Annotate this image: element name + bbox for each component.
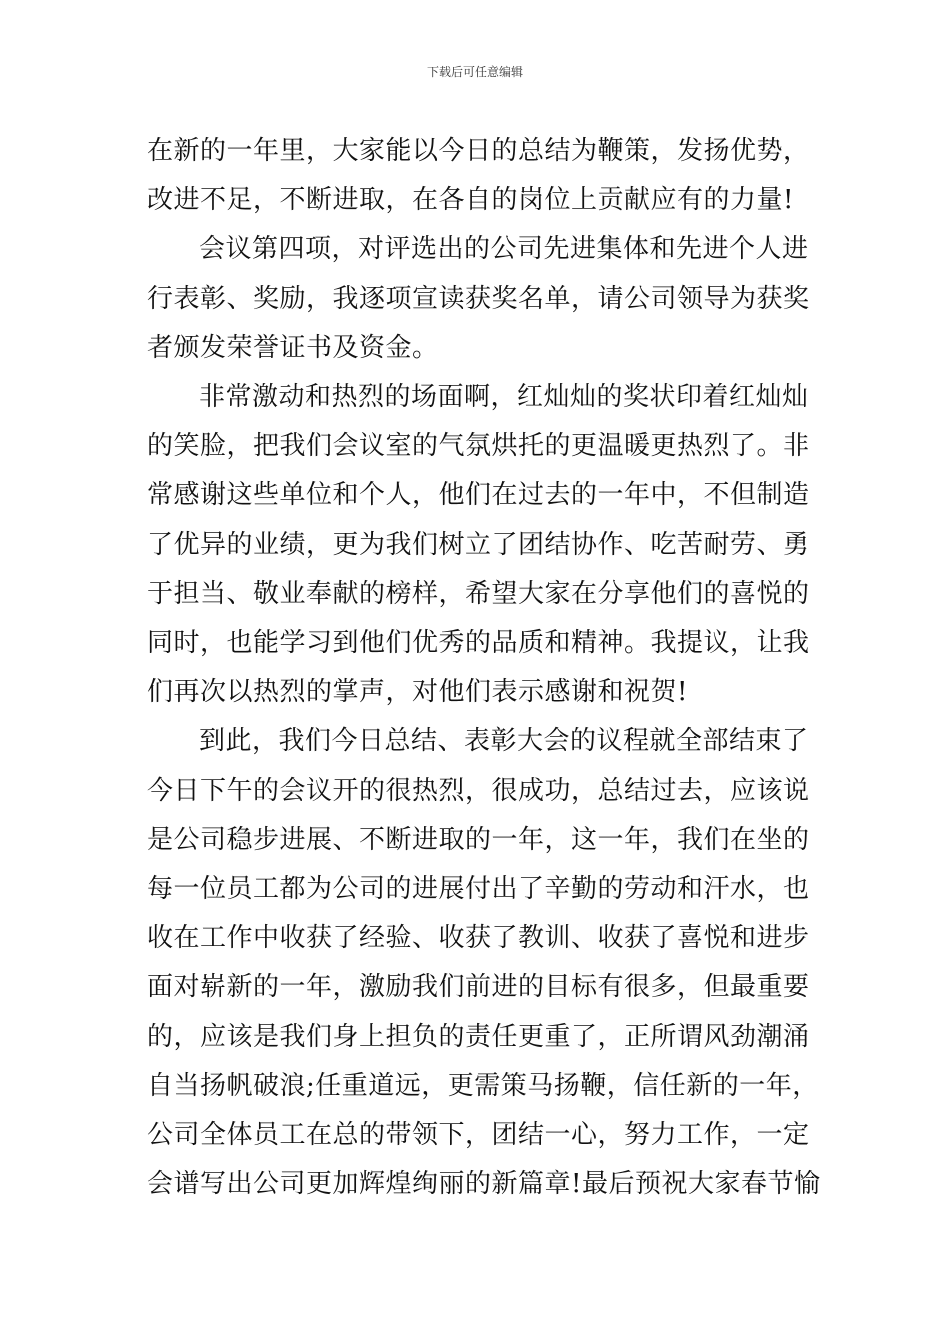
- text-line: 同时，也能学习到他们优秀的品质和精神。我提议，让我: [147, 628, 810, 659]
- paragraph-1: [147, 127, 810, 225]
- text-line: 非常激动和热烈的场面啊，红灿灿的奖状印着红灿灿: [199, 382, 809, 413]
- text-line: 是公司稳步进展、不断进取的一年，这一年，我们在坐的: [147, 824, 810, 855]
- paragraph-2: [147, 225, 810, 373]
- text-line: 的笑脸，把我们会议室的气氛烘托的更温暖更热烈了。非: [147, 431, 810, 462]
- text-line: 改进不足，不断进取，在各自的岗位上贡献应有的力量!: [147, 185, 794, 216]
- text-line: 们再次以热烈的掌声，对他们表示感谢和祝贺!: [147, 677, 688, 708]
- text-line: 了优异的业绩，更为我们树立了团结协作、吃苦耐劳、勇: [147, 529, 810, 560]
- page-header: 下载后可任意编辑: [426, 65, 523, 79]
- text-line: 行表彰、奖励，我逐项宣读获奖名单，请公司领导为获奖: [147, 283, 810, 314]
- text-line: 收在工作中收获了经验、收获了教训、收获了喜悦和进步: [147, 923, 810, 954]
- text-line: 自当扬帆破浪;任重道远，更需策马扬鞭，信任新的一年，: [147, 1070, 819, 1101]
- text-line: 在新的一年里，大家能以今日的总结为鞭策，发扬优势，: [147, 136, 810, 166]
- text-line: 面对崭新的一年，激励我们前进的目标有很多，但最重要: [147, 972, 810, 1003]
- text-line: 今日下午的会议开的很热烈，很成功，总结过去，应该说: [147, 775, 810, 806]
- text-line: 每一位员工都为公司的进展付出了辛勤的劳动和汗水，也: [147, 874, 810, 905]
- paragraph-4: [147, 717, 821, 1209]
- paragraph-3: [147, 373, 810, 717]
- text-line: 到此，我们今日总结、表彰大会的议程就全部结束了: [199, 726, 809, 757]
- text-line: 的，应该是我们身上担负的责任更重了，正所谓风劲潮涌: [147, 1021, 810, 1052]
- text-line: 公司全体员工在总的带领下，团结一心，努力工作，一定: [147, 1120, 810, 1151]
- text-line: 会谱写出公司更加辉煌绚丽的新篇章!最后预祝大家春节愉: [147, 1169, 821, 1200]
- document-body: [147, 127, 821, 1209]
- text-line: 会议第四项，对评选出的公司先进集体和先进个人进: [199, 234, 809, 265]
- text-line: 者颁发荣誉证书及资金。: [147, 332, 439, 363]
- text-line: 于担当、敬业奉献的榜样，希望大家在分享他们的喜悦的: [147, 578, 810, 609]
- text-line: 常感谢这些单位和个人，他们在过去的一年中，不但制造: [147, 480, 810, 511]
